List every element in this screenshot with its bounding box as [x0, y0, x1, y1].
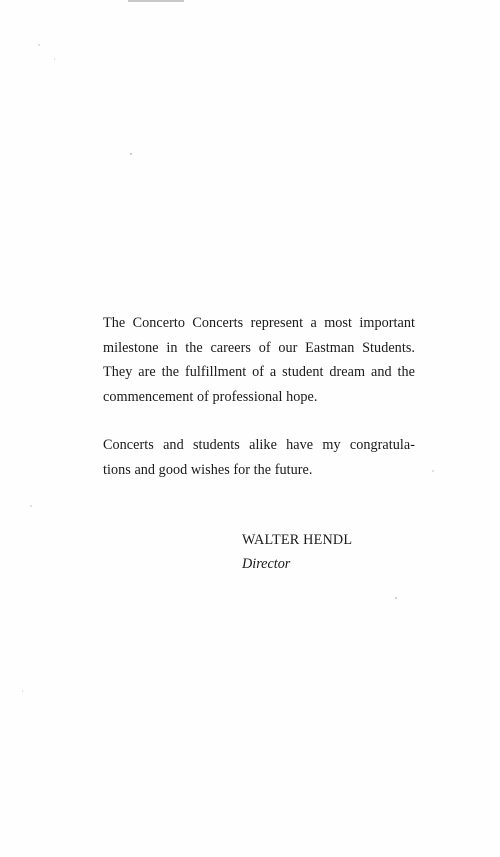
scan-speck: [38, 44, 40, 46]
scan-speck: [54, 58, 55, 60]
scan-speck: [395, 597, 397, 599]
text-line: Concerts and students alike have my congratula-: [103, 436, 415, 453]
signer-name: WALTER HENDL: [242, 532, 353, 548]
scan-speck: [432, 470, 434, 472]
letter-paragraph-2: [103, 433, 415, 482]
text-line: The Concerto Concerts represent a most important: [103, 315, 415, 331]
text-line: milestone in the careers of our Eastman Students.: [103, 339, 415, 356]
text-line: commencement of professional hope.: [103, 389, 318, 406]
signer-title: Director: [242, 556, 291, 572]
letter-body: [103, 311, 415, 482]
text-line: tions and good wishes for the future.: [103, 461, 313, 478]
scan-mark: [128, 0, 184, 2]
letter-paragraph-1: [103, 311, 415, 410]
scan-speck: [130, 153, 132, 155]
text-line: They are the fulfillment of a student dream and the: [103, 364, 415, 381]
scan-speck: [30, 505, 32, 507]
signature-block: [242, 528, 352, 576]
scan-speck: [22, 690, 23, 692]
